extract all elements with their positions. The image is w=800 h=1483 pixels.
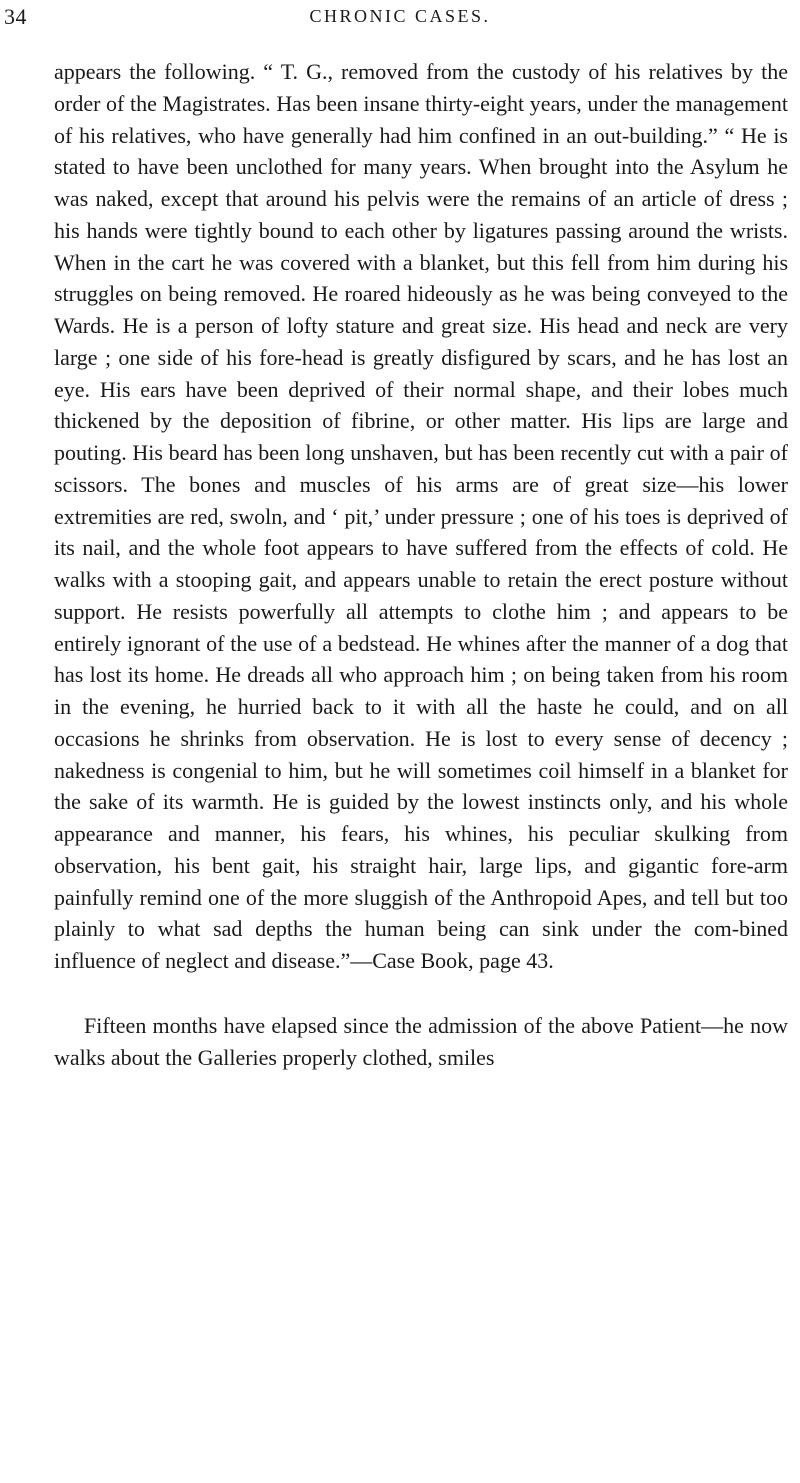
paragraph-follow-up: Fifteen months have elapsed since the admission of the above Patient—he now walks about the Galleries properly clothed, smiles: [54, 1012, 788, 1070]
page-header: [0, 4, 800, 34]
running-head: CHRONIC CASES.: [309, 6, 491, 26]
body-text: [54, 56, 788, 1073]
paragraph-case-description: appears the following. “ T. G., removed from the custody of his relatives by the order of the Magistrates. Has been insane thirty-eight years, under the management of his relatives, who have generally had him confined in an out-building.” “ He is stated to have been unclothed for many years. When brought into the Asylum he was naked, except that around his pelvis were the remains of an article of dress ; his hands were tightly bound to each other by ligatures passing around the wrists. When in the cart he was covered with a blanket, but this fell from him during his struggles on being removed. He roared hideously as he was being conveyed to the Wards. He is a person of lofty stature and great size. His head and neck are very large ; one side of his fore-head is greatly disfigured by scars, and he has lost an eye. His ears have been deprived of their normal shape, and their lobes much thickened by the deposition of fibrine, or other matter. His lips are large and pouting. His beard has been long unshaven, but has been recently cut with a pair of scissors. The bones and muscles of his arms are of great size—his lower extremities are red, swoln, and ‘ pit,’ under pressure ; one of his toes is deprived of its nail, and the whole foot appears to have suffered from the effects of cold. He walks with a stooping gait, and appears unable to retain the erect posture without support. He resists powerfully all attempts to clothe him ; and appears to be entirely ignorant of the use of a bedstead. He whines after the manner of a dog that has lost its home. He dreads all who approach him ; on being taken from his room in the evening, he hurried back to it with all the haste he could, and on all occasions he shrinks from observation. He is lost to every sense of decency ; nakedness is congenial to him, but he will sometimes coil himself in a blanket for the sake of its warmth. He is guided by the lowest instincts only, and his whole appearance and manner, his fears, his whines, his peculiar skulking from observation, his bent gait, his straight hair, large lips, and gigantic fore-arm painfully remind one of the more sluggish of the Anthropoid Apes, and tell but too plainly to what sad depths the human being can sink under the com-bined influence of neglect and disease.”—Case Book, page 43.: [54, 59, 788, 973]
page-number: 34: [4, 4, 27, 29]
